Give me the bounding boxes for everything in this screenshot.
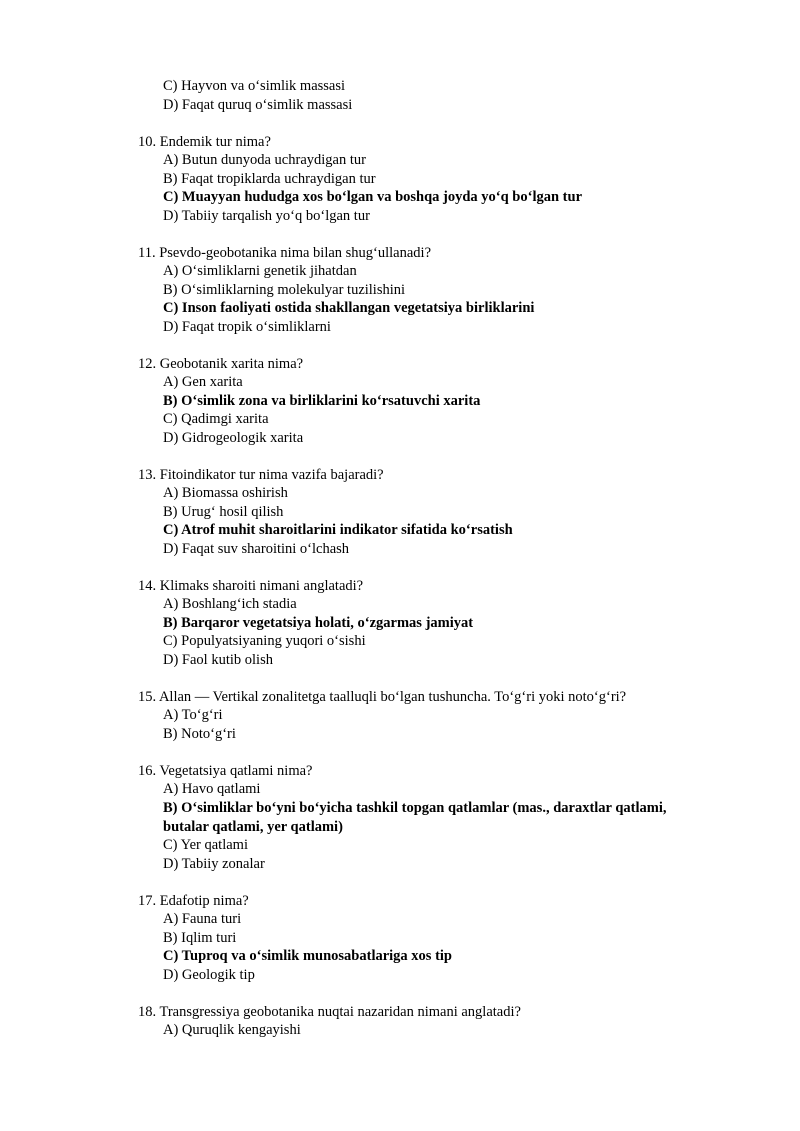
correct-answer-option: C) Atrof muhit sharoitlarini indikator sifatida ko‘rsatish — [163, 522, 513, 538]
answer-option: B) Urug‘ hosil qilish — [163, 504, 284, 520]
answer-option: B) Iqlim turi — [163, 930, 237, 946]
question-text: 14. Klimaks sharoiti nimani anglatadi? — [138, 578, 364, 594]
answer-option: C) Populyatsiyaning yuqori o‘sishi — [163, 633, 366, 649]
correct-answer-option-continued: butalar qatlami, yer qatlami) — [163, 819, 343, 835]
correct-answer-option: B) O‘simliklar bo‘yni bo‘yicha tashkil topgan qatlamlar (mas., daraxtlar qatlami, — [163, 800, 667, 816]
answer-option: D) Tabiiy zonalar — [163, 856, 265, 872]
question-text: 18. Transgressiya geobotanika nuqtai nazaridan nimani anglatadi? — [138, 1004, 521, 1020]
answer-option: D) Tabiiy tarqalish yo‘q bo‘lgan tur — [163, 208, 370, 224]
answer-option: A) O‘simliklarni genetik jihatdan — [163, 263, 357, 279]
answer-option: A) Fauna turi — [163, 911, 242, 927]
answer-option: D) Geologik tip — [163, 967, 255, 983]
correct-answer-option: B) O‘simlik zona va birliklarini ko‘rsatuvchi xarita — [163, 393, 481, 409]
answer-option: A) Biomassa oshirish — [163, 485, 288, 501]
answer-option: A) To‘g‘ri — [163, 707, 223, 723]
correct-answer-option: C) Muayyan hududga xos bo‘lgan va boshqa joyda yo‘q bo‘lgan tur — [163, 189, 582, 205]
question-text: 13. Fitoindikator tur nima vazifa bajaradi? — [138, 467, 384, 483]
answer-option: A) Quruqlik kengayishi — [163, 1022, 301, 1038]
answer-option: C) Yer qatlami — [163, 837, 248, 853]
answer-option: D) Gidrogeologik xarita — [163, 430, 304, 446]
correct-answer-option: C) Tuproq va o‘simlik munosabatlariga xos tip — [163, 948, 452, 964]
answer-option: C) Qadimgi xarita — [163, 411, 269, 427]
correct-answer-option: C) Inson faoliyati ostida shakllangan vegetatsiya birliklarini — [163, 300, 535, 316]
answer-option: B) Faqat tropiklarda uchraydigan tur — [163, 171, 376, 187]
answer-option: B) Noto‘g‘ri — [163, 726, 236, 742]
question-text: 10. Endemik tur nima? — [138, 134, 271, 150]
question-text: 12. Geobotanik xarita nima? — [138, 356, 304, 372]
correct-answer-option: B) Barqaror vegetatsiya holati, o‘zgarmas jamiyat — [163, 615, 474, 631]
answer-option: C) Hayvon va o‘simlik massasi — [163, 78, 346, 94]
question-text: 16. Vegetatsiya qatlami nima? — [138, 763, 313, 779]
answer-option: D) Faqat quruq o‘simlik massasi — [163, 97, 353, 113]
question-text: 11. Psevdo-geobotanika nima bilan shug‘ullanadi? — [138, 245, 432, 261]
question-text: 15. Allan — Vertikal zonalitetga taalluqli bo‘lgan tushuncha. To‘g‘ri yoki noto‘g‘ri? — [138, 689, 627, 705]
answer-option: B) O‘simliklarning molekulyar tuzilishini — [163, 282, 406, 298]
answer-option: D) Faol kutib olish — [163, 652, 273, 668]
question-text: 17. Edafotip nima? — [138, 893, 249, 909]
answer-option: D) Faqat suv sharoitini o‘lchash — [163, 541, 350, 557]
answer-option: A) Havo qatlami — [163, 781, 261, 797]
answer-option: A) Butun dunyoda uchraydigan tur — [163, 152, 366, 168]
answer-option: D) Faqat tropik o‘simliklarni — [163, 319, 331, 335]
answer-option: A) Gen xarita — [163, 374, 243, 390]
answer-option: A) Boshlang‘ich stadia — [163, 596, 297, 612]
